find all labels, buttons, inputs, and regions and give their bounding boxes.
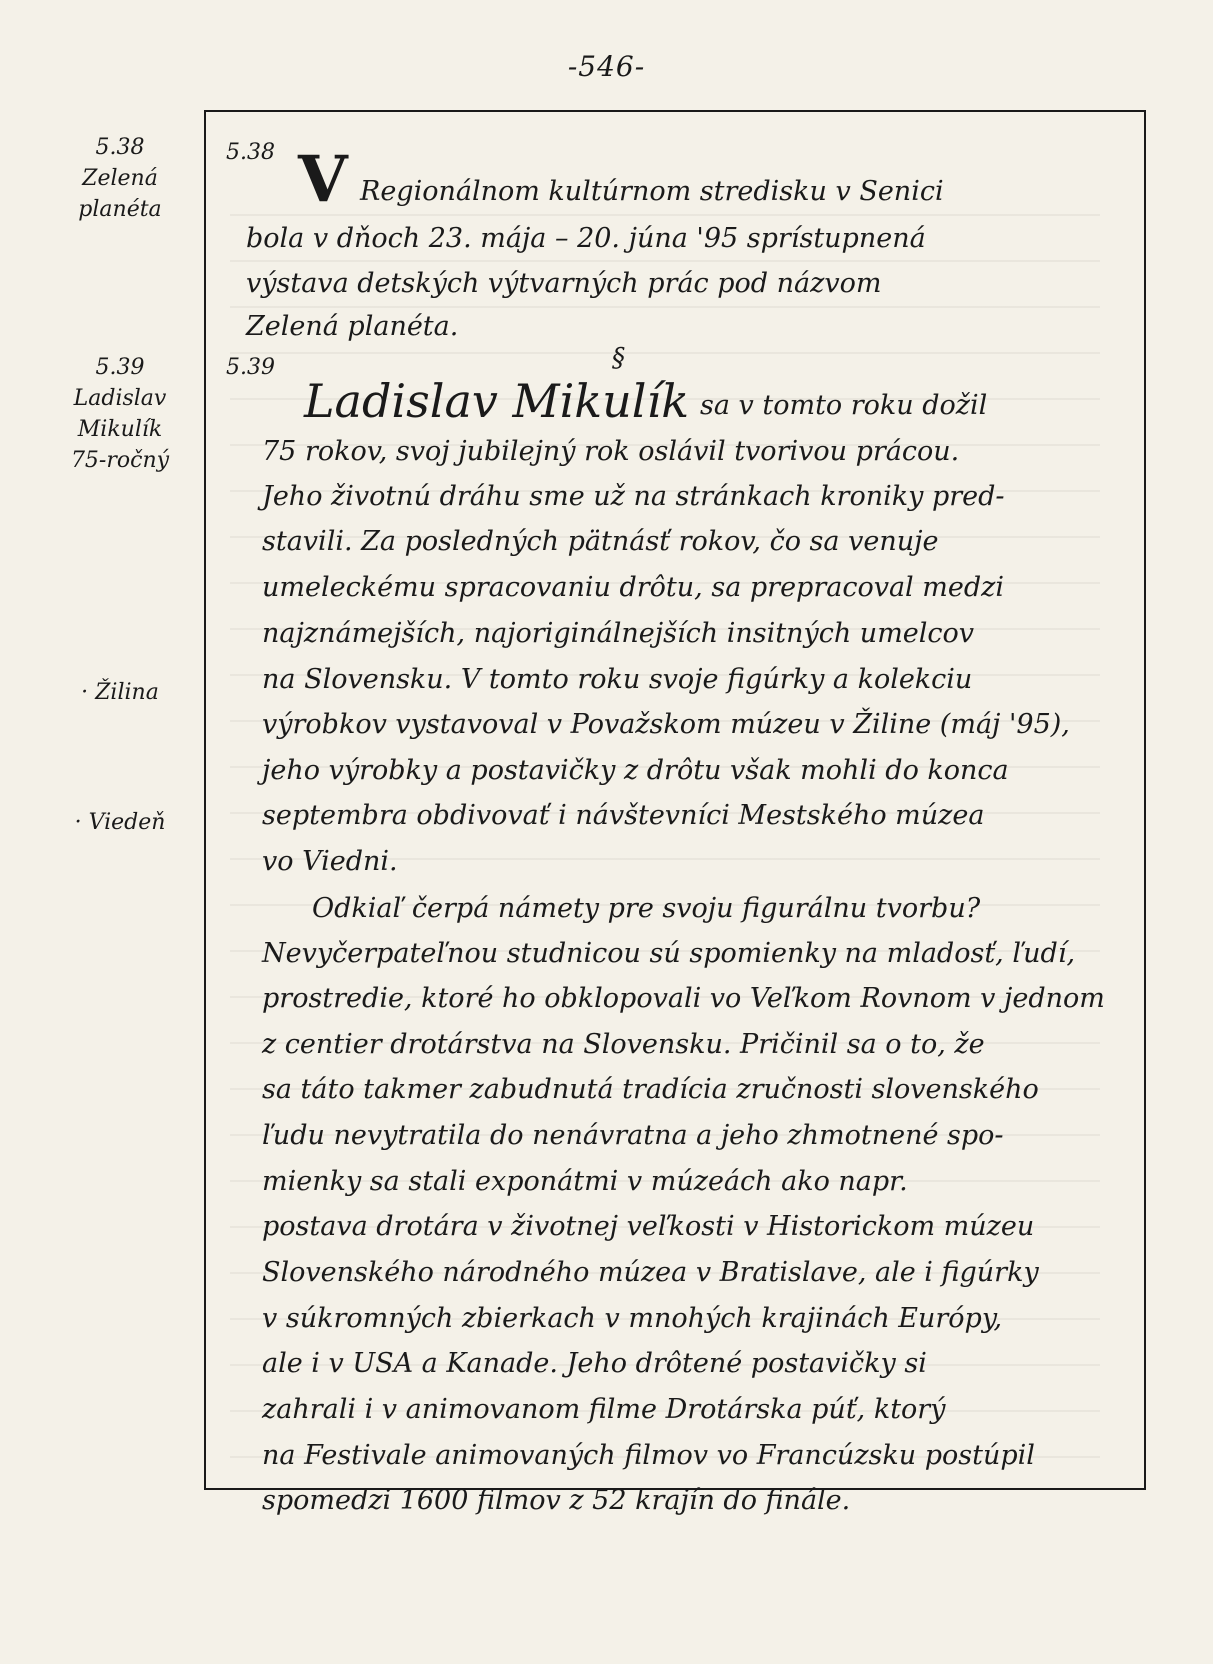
text-line: 75 rokov, svoj jubilejný rok oslávil tvorivou prácou. [262, 436, 960, 467]
text-line: výrobkov vystavoval v Považskom múzeu v Žiline (máj '95), [262, 709, 1070, 740]
text-line: bola v dňoch 23. mája – 20. júna '95 sprístupnená [246, 223, 926, 254]
margin-note-line: · Žilina [81, 680, 159, 705]
text-line: sa táto takmer zabudnutá tradícia zručnosti slovenského [262, 1074, 1039, 1105]
margin-note-line: Ladislav [73, 386, 167, 411]
margin-note-line: · Viedeň [74, 810, 166, 835]
text-line: Regionálnom kultúrnom stredisku v Senici [360, 176, 944, 207]
text-line: Odkiaľ čerpá námety pre svoju figurálnu tvorbu? [312, 893, 981, 924]
person-name: Ladislav Mikulík [304, 374, 690, 428]
margin-note-line: Mikulík [77, 417, 163, 442]
text-line: mienky sa stali exponátmi v múzeách ako napr. [262, 1166, 908, 1197]
margin-note-5-38 [40, 132, 200, 225]
text-line: najznámejších, najoriginálnejších insitných umelcov [262, 618, 975, 649]
text-line: ale i v USA a Kanade. Jeho drôtené postavičky si [262, 1348, 927, 1379]
drop-cap: V [298, 142, 348, 217]
text-line: Nevyčerpateľnou studnicou sú spomienky na mladosť, ľudí, [262, 938, 1076, 969]
text-line: stavili. Za posledných pätnásť rokov, čo sa venuje [262, 526, 939, 557]
margin-note-line: planéta [78, 197, 162, 222]
text-line: Slovenského národného múzea v Bratislave, ale i figúrky [262, 1257, 1039, 1288]
text-line: sa v tomto roku dožil [700, 390, 988, 421]
text-line: na Festivale animovaných filmov vo Francúzsku postúpil [262, 1440, 1035, 1471]
margin-note-line: 5.39 [95, 355, 145, 380]
text-line: ľudu nevytratila do nenávratna a jeho zhmotnené spo- [262, 1120, 1004, 1151]
section-mark: § [612, 343, 625, 373]
text-line: výstava detských výtvarných prác pod názvom [246, 268, 882, 299]
text-line: postava drotára v životnej veľkosti v Historickom múzeu [262, 1211, 1035, 1242]
text-line: spomedzi 1600 filmov z 52 krajín do finále. [262, 1485, 851, 1516]
margin-note-viedne [40, 807, 200, 838]
margin-note-line: Zelená [82, 166, 158, 191]
text-line: prostredie, ktoré ho obklopovali vo Veľkom Rovnom v jednom [262, 983, 1105, 1014]
text-line: umeleckému spracovaniu drôtu, sa prepracoval medzi [262, 572, 1004, 603]
text-line: v súkromných zbierkach v mnohých krajinách Európy, [262, 1303, 1003, 1334]
text-line: z centier drotárstva na Slovensku. Pričinil sa o to, že [262, 1029, 985, 1060]
text-line: Zelená planéta. [246, 311, 459, 342]
text-line: jeho výrobky a postavičky z drôtu však mohli do konca [262, 755, 1009, 786]
margin-note-zilina [40, 677, 200, 708]
margin-note-5-39 [40, 352, 200, 476]
text-line: vo Viedni. [262, 846, 398, 877]
entry-code-5-39: 5.39 [226, 355, 275, 380]
page-number: -546- [567, 50, 646, 83]
text-line: Jeho životnú dráhu sme už na stránkach kroniky pred- [262, 481, 1005, 512]
text-line: septembra obdivovať i návštevníci Mestského múzea [262, 800, 985, 831]
entry-code-5-38: 5.38 [226, 140, 275, 165]
text-line: zahrali i v animovanom filme Drotárska púť, ktorý [262, 1394, 946, 1425]
margin-note-line: 5.38 [95, 135, 145, 160]
margin-note-line: 75-ročný [70, 448, 170, 473]
text-line: na Slovensku. V tomto roku svoje figúrky a kolekciu [262, 664, 973, 695]
